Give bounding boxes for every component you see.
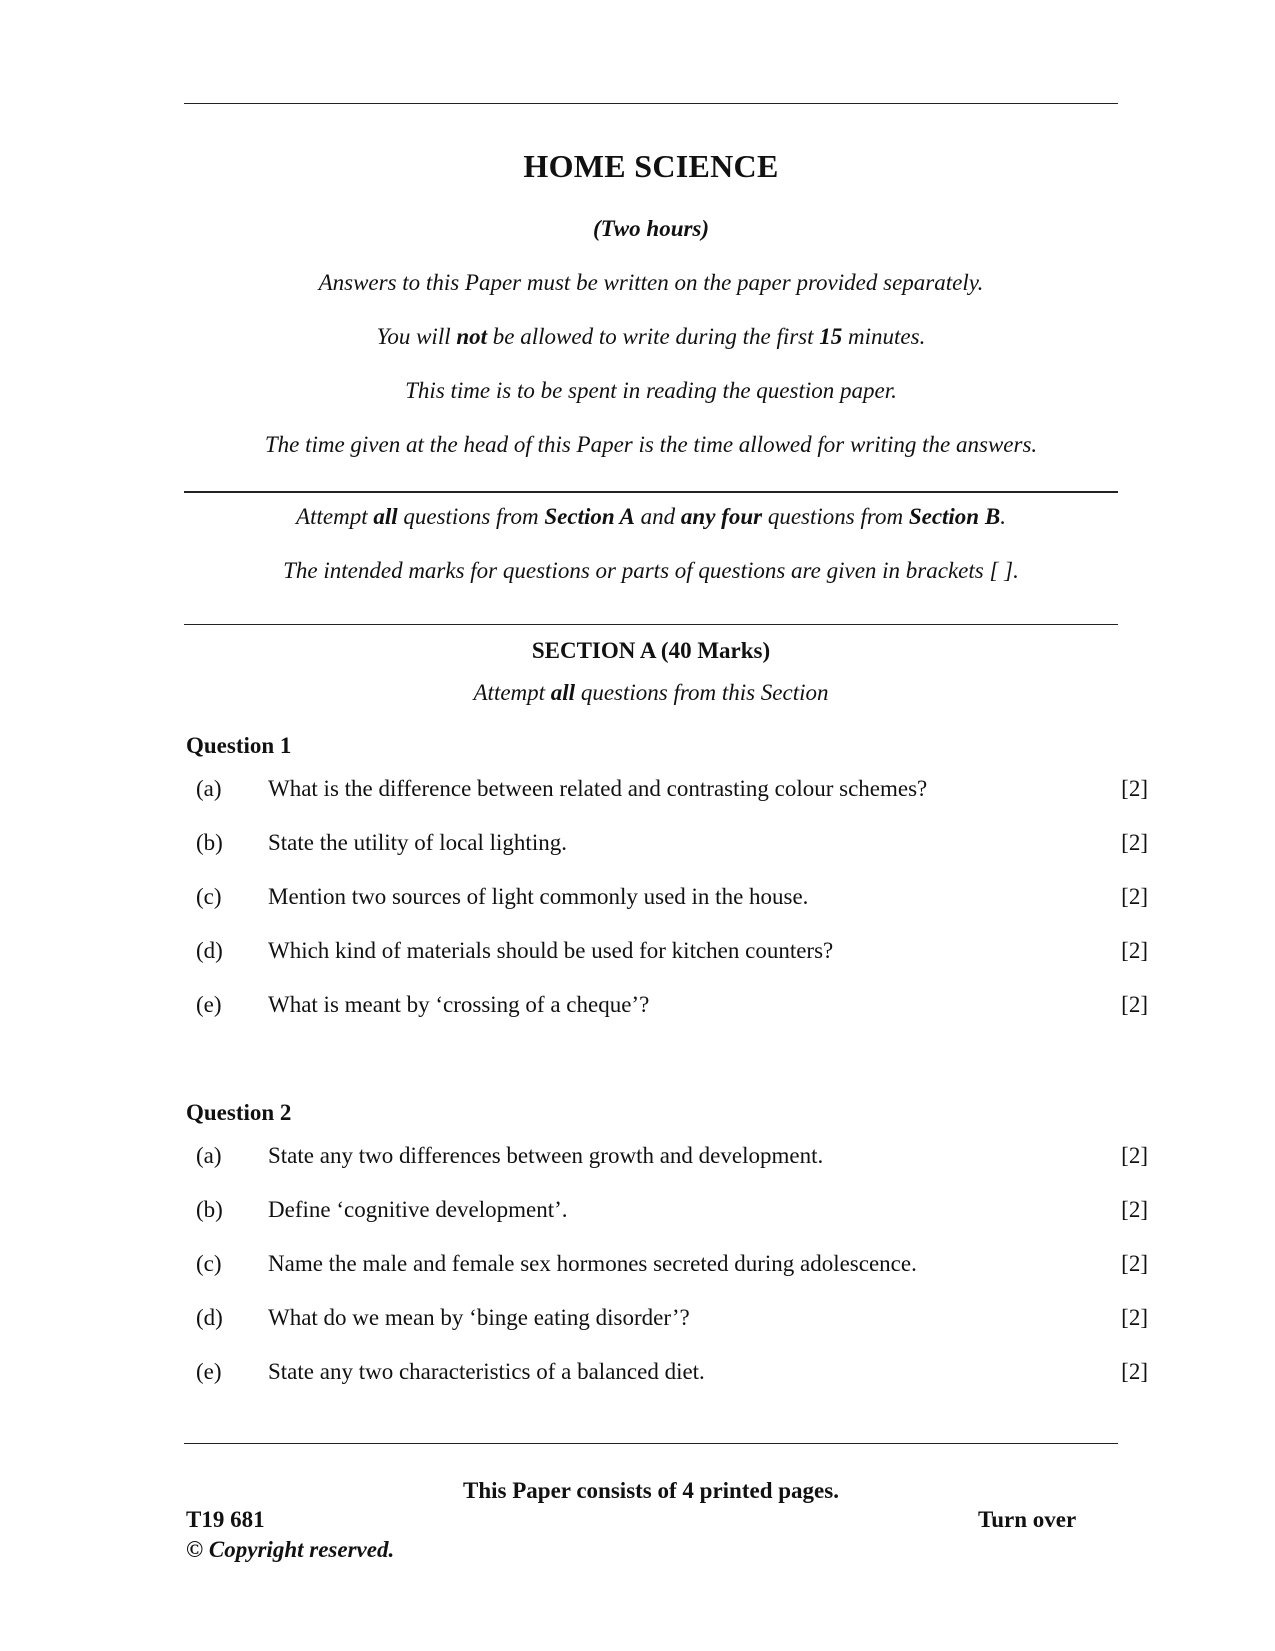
attempt-all: all: [373, 504, 398, 529]
part-text: State any two characteristics of a balanced diet.: [268, 1359, 705, 1384]
section-a-subtitle-pre: Attempt: [473, 680, 551, 705]
attempt-text: .: [1000, 504, 1006, 529]
paper-code: T19 681: [186, 1507, 265, 1532]
attempt-section-a: Section A: [544, 504, 635, 529]
part-text: Define ‘cognitive development’.: [268, 1197, 568, 1222]
instruction-reading-time: [184, 324, 1118, 350]
question-part: [196, 992, 1148, 1022]
attempt-text: and: [634, 504, 681, 529]
part-marks: [2]: [1121, 776, 1148, 801]
part-text: What is meant by ‘crossing of a cheque’?: [268, 992, 650, 1017]
paper-title: HOME SCIENCE: [523, 148, 779, 184]
part-label: (b): [196, 1197, 223, 1222]
part-text: Mention two sources of light commonly used in the house.: [268, 884, 809, 909]
attempt-text: Attempt: [296, 504, 374, 529]
part-text: State the utility of local lighting.: [268, 830, 567, 855]
question-part: [196, 938, 1148, 968]
duration: (Two hours): [592, 216, 710, 241]
section-a-subtitle-post: questions from this Section: [575, 680, 829, 705]
part-label: (a): [196, 1143, 222, 1168]
part-text: Name the male and female sex hormones secreted during adolescence.: [268, 1251, 917, 1276]
divider-rule: [184, 491, 1118, 493]
marks-note: The intended marks for questions or parts of questions are given in brackets [ ].: [283, 558, 1019, 583]
part-marks: [2]: [1121, 992, 1148, 1017]
part-label: (c): [196, 884, 222, 909]
attempt-section-b: Section B: [908, 504, 1001, 529]
part-label: (b): [196, 830, 223, 855]
part-text: State any two differences between growth and development.: [268, 1143, 824, 1168]
instruction-reading-purpose: This time is to be spent in reading the question paper.: [405, 378, 897, 403]
question-part: [196, 884, 1148, 914]
reading-time-mid: be allowed to write during the first: [487, 324, 820, 349]
section-a-subtitle-all: all: [550, 680, 576, 705]
part-marks: [2]: [1121, 1305, 1148, 1330]
reading-time-minutes: 15: [819, 324, 843, 349]
pages-note: This Paper consists of 4 printed pages.: [463, 1478, 839, 1503]
part-text: What do we mean by ‘binge eating disorder’?: [268, 1305, 690, 1330]
part-marks: [2]: [1121, 1143, 1148, 1168]
question-1-heading: Question 1: [186, 733, 292, 758]
part-label: (d): [196, 938, 223, 963]
part-text: Which kind of materials should be used for kitchen counters?: [268, 938, 834, 963]
turn-over: Turn over: [978, 1507, 1077, 1532]
question-part: [196, 1305, 1148, 1335]
part-label: (c): [196, 1251, 222, 1276]
section-a-subtitle: [184, 680, 1118, 706]
footer-rule: [184, 1443, 1118, 1444]
question-part: [196, 1143, 1148, 1173]
part-marks: [2]: [1121, 1197, 1148, 1222]
question-part: [196, 1359, 1148, 1389]
attempt-instruction: [184, 504, 1118, 530]
section-a-title: SECTION A (40 Marks): [531, 638, 771, 663]
question-part: [196, 1197, 1148, 1227]
part-marks: [2]: [1121, 884, 1148, 909]
part-label: (d): [196, 1305, 223, 1330]
attempt-text: questions from: [762, 504, 909, 529]
part-label: (e): [196, 1359, 222, 1384]
question-part: [196, 1251, 1148, 1281]
copyright-notice: © Copyright reserved.: [186, 1537, 395, 1562]
part-marks: [2]: [1121, 1359, 1148, 1384]
attempt-any-four: any four: [680, 504, 763, 529]
instruction-answers: Answers to this Paper must be written on the paper provided separately.: [318, 270, 984, 295]
part-marks: [2]: [1121, 830, 1148, 855]
part-label: (a): [196, 776, 222, 801]
reading-time-post: minutes.: [842, 324, 926, 349]
part-label: (e): [196, 992, 222, 1017]
question-part: [196, 830, 1148, 860]
part-text: What is the difference between related and contrasting colour schemes?: [268, 776, 928, 801]
question-2-heading: Question 2: [186, 1100, 292, 1125]
top-rule: [184, 103, 1118, 104]
attempt-text: questions from: [397, 504, 545, 529]
reading-time-not: not: [456, 324, 488, 349]
section-rule: [184, 624, 1118, 625]
instruction-writing-time: The time given at the head of this Paper is the time allowed for writing the answers.: [264, 432, 1038, 457]
part-marks: [2]: [1121, 938, 1148, 963]
question-part: [196, 776, 1148, 806]
reading-time-pre: You will: [376, 324, 457, 349]
part-marks: [2]: [1121, 1251, 1148, 1276]
